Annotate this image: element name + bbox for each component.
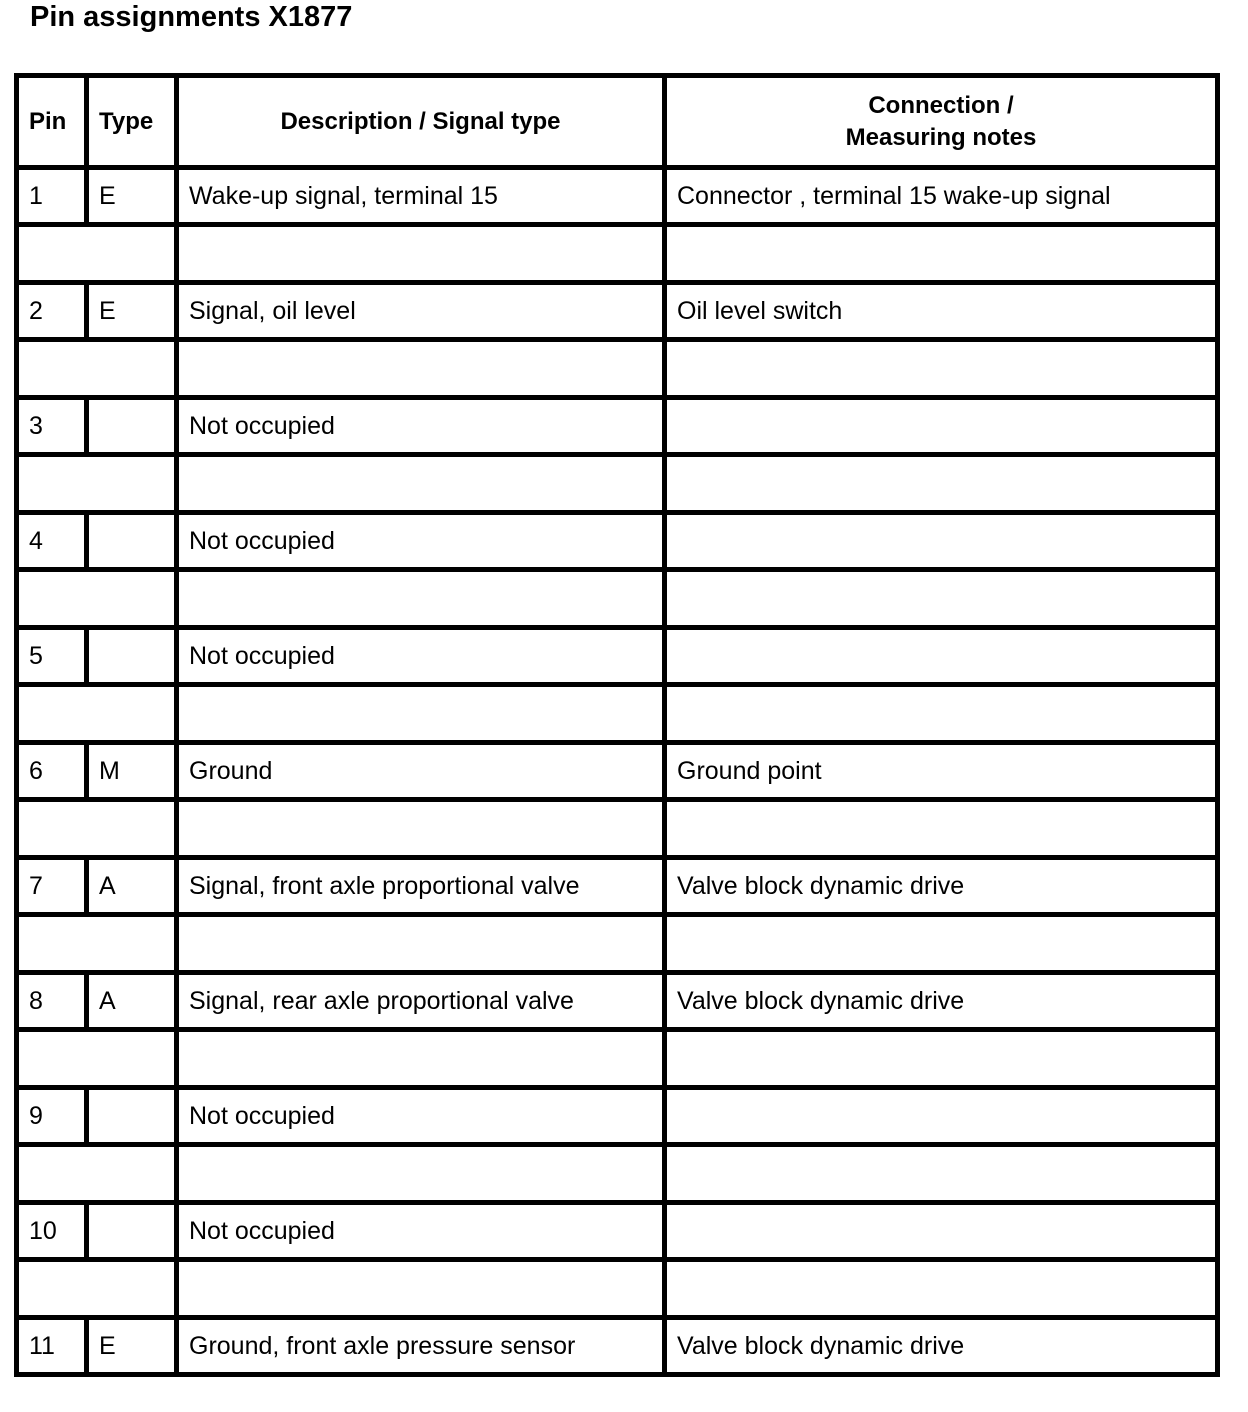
- spacer-row: [17, 455, 1218, 513]
- empty-cell: [665, 225, 1218, 283]
- header-connection: [665, 76, 1218, 168]
- empty-cell: [177, 570, 665, 628]
- spacer-row: [17, 1260, 1218, 1318]
- description-cell: Ground: [177, 743, 665, 800]
- empty-cell: [17, 685, 177, 743]
- empty-cell: [17, 800, 177, 858]
- header-connection-line2: Measuring notes: [845, 123, 1037, 151]
- description-cell: Ground, front axle pressure sensor: [177, 1318, 665, 1375]
- empty-cell: [665, 1030, 1218, 1088]
- type-cell: E: [87, 1318, 177, 1375]
- empty-cell: [17, 1030, 177, 1088]
- spacer-row: [17, 1030, 1218, 1088]
- type-cell: E: [87, 168, 177, 225]
- table-row: [17, 628, 1218, 685]
- connection-cell: [665, 628, 1218, 685]
- type-cell: A: [87, 973, 177, 1030]
- description-cell: Not occupied: [177, 1088, 665, 1145]
- empty-cell: [665, 570, 1218, 628]
- description-cell: Signal, rear axle proportional valve: [177, 973, 665, 1030]
- spacer-row: [17, 685, 1218, 743]
- description-cell: Not occupied: [177, 398, 665, 455]
- empty-cell: [17, 455, 177, 513]
- pin-cell: 7: [17, 858, 87, 915]
- spacer-row: [17, 340, 1218, 398]
- description-cell: Wake-up signal, terminal 15: [177, 168, 665, 225]
- description-cell: Signal, front axle proportional valve: [177, 858, 665, 915]
- table-body: [17, 168, 1218, 1375]
- pin-cell: 3: [17, 398, 87, 455]
- empty-cell: [17, 915, 177, 973]
- pin-cell: 8: [17, 973, 87, 1030]
- pin-cell: 6: [17, 743, 87, 800]
- table-header-row: [17, 76, 1218, 168]
- connection-cell: Valve block dynamic drive: [665, 1318, 1218, 1375]
- connection-cell: [665, 398, 1218, 455]
- empty-cell: [17, 340, 177, 398]
- description-cell: Not occupied: [177, 513, 665, 570]
- type-cell: E: [87, 283, 177, 340]
- pin-cell: 1: [17, 168, 87, 225]
- empty-cell: [665, 455, 1218, 513]
- type-cell: [87, 513, 177, 570]
- empty-cell: [177, 455, 665, 513]
- spacer-row: [17, 800, 1218, 858]
- connection-cell: Valve block dynamic drive: [665, 858, 1218, 915]
- empty-cell: [177, 800, 665, 858]
- empty-cell: [17, 570, 177, 628]
- header-description: Description / Signal type: [177, 76, 665, 168]
- spacer-row: [17, 225, 1218, 283]
- empty-cell: [177, 340, 665, 398]
- spacer-row: [17, 915, 1218, 973]
- spacer-row: [17, 1145, 1218, 1203]
- connection-cell: Connector , terminal 15 wake-up signal: [665, 168, 1218, 225]
- description-cell: Not occupied: [177, 1203, 665, 1260]
- empty-cell: [177, 1260, 665, 1318]
- type-cell: M: [87, 743, 177, 800]
- empty-cell: [665, 685, 1218, 743]
- connection-cell: [665, 1203, 1218, 1260]
- table-row: [17, 1203, 1218, 1260]
- type-cell: [87, 628, 177, 685]
- empty-cell: [177, 685, 665, 743]
- type-cell: A: [87, 858, 177, 915]
- table-row: [17, 1318, 1218, 1375]
- pin-cell: 2: [17, 283, 87, 340]
- pin-cell: 5: [17, 628, 87, 685]
- spacer-row: [17, 570, 1218, 628]
- description-cell: Signal, oil level: [177, 283, 665, 340]
- connection-cell: Oil level switch: [665, 283, 1218, 340]
- table-row: [17, 743, 1218, 800]
- connection-cell: Ground point: [665, 743, 1218, 800]
- empty-cell: [177, 1030, 665, 1088]
- empty-cell: [665, 1260, 1218, 1318]
- pin-assignment-table: [14, 73, 1220, 1377]
- description-cell: Not occupied: [177, 628, 665, 685]
- table-row: [17, 858, 1218, 915]
- table-row: [17, 283, 1218, 340]
- header-pin: Pin: [17, 76, 87, 168]
- empty-cell: [177, 225, 665, 283]
- pin-cell: 11: [17, 1318, 87, 1375]
- pin-cell: 9: [17, 1088, 87, 1145]
- empty-cell: [177, 915, 665, 973]
- connection-cell: [665, 513, 1218, 570]
- table-row: [17, 168, 1218, 225]
- empty-cell: [665, 800, 1218, 858]
- header-type: Type: [87, 76, 177, 168]
- connection-cell: Valve block dynamic drive: [665, 973, 1218, 1030]
- type-cell: [87, 398, 177, 455]
- header-connection-line1: Connection /: [868, 91, 1014, 119]
- connection-cell: [665, 1088, 1218, 1145]
- empty-cell: [177, 1145, 665, 1203]
- empty-cell: [665, 915, 1218, 973]
- table-row: [17, 973, 1218, 1030]
- pin-cell: 10: [17, 1203, 87, 1260]
- table-row: [17, 513, 1218, 570]
- type-cell: [87, 1088, 177, 1145]
- empty-cell: [17, 1260, 177, 1318]
- page-title: Pin assignments X1877: [30, 1, 353, 33]
- table-row: [17, 398, 1218, 455]
- empty-cell: [665, 340, 1218, 398]
- type-cell: [87, 1203, 177, 1260]
- empty-cell: [17, 1145, 177, 1203]
- empty-cell: [665, 1145, 1218, 1203]
- pin-cell: 4: [17, 513, 87, 570]
- table-row: [17, 1088, 1218, 1145]
- empty-cell: [17, 225, 177, 283]
